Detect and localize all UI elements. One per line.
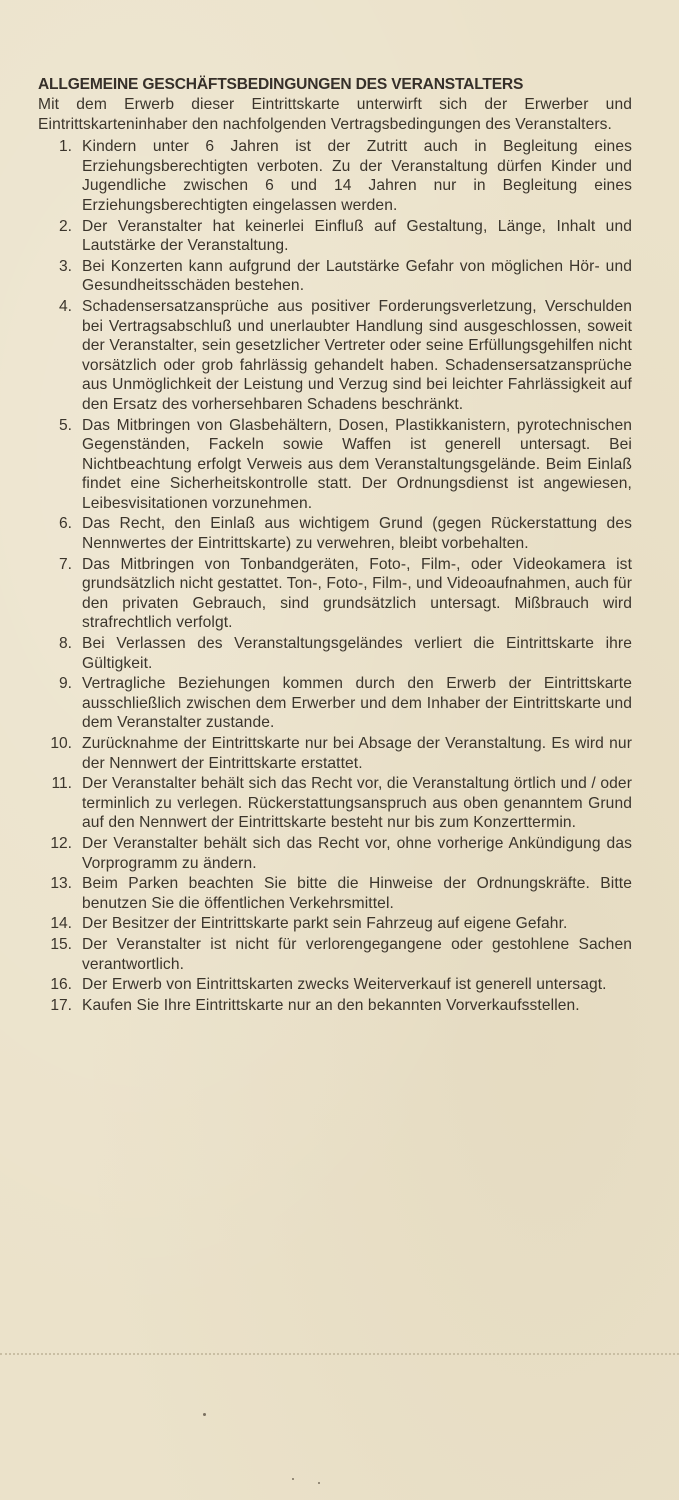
term-text: Das Recht, den Einlaß aus wichtigem Grund (gegen Rückerstattung des Nennwertes der Eintrittskarte) zu verwehren, bleibt vorbehalten. <box>82 515 632 553</box>
terms-list <box>38 137 632 1015</box>
paper-speck <box>292 1478 294 1480</box>
term-item <box>38 674 632 733</box>
term-number: 3. <box>58 257 72 275</box>
term-text: Der Veranstalter hat keinerlei Einfluß auf Gestaltung, Länge, Inhalt und Lautstärke der Veranstaltung. <box>82 217 632 255</box>
perforation-line <box>0 1353 679 1355</box>
term-item <box>38 874 632 913</box>
term-item <box>38 514 632 553</box>
term-item <box>38 774 632 833</box>
term-text: Der Erwerb von Eintrittskarten zwecks Weiterverkauf ist generell untersagt. <box>82 976 607 994</box>
term-text: Beim Parken beachten Sie bitte die Hinweise der Ordnungskräfte. Bitte benutzen Sie die öffentlichen Verkehrsmittel. <box>82 875 632 912</box>
paper-speck <box>203 1413 206 1416</box>
term-item <box>38 297 632 415</box>
term-number: 6. <box>58 515 72 533</box>
term-number: 12. <box>50 834 72 852</box>
term-number: 13. <box>50 875 72 893</box>
term-item <box>38 734 632 773</box>
term-number: 9. <box>58 675 72 693</box>
term-text: Das Mitbringen von Glasbehältern, Dosen, Plastikkanistern, pyrotechnischen Gegenständen, Fackeln sowie Waffen ist generell untersagt. Bei Nichtbeachtung erfolgt Verweis aus dem Veranstaltungsgelände. Beim Einlaß findet eine Sicherheitskontrolle statt. Der Ordnungsdienst ist angewiesen, Leibesvisitationen vorzunehmen. <box>82 416 632 512</box>
term-text: Das Mitbringen von Tonbandgeräten, Foto-, Film-, oder Videokamera ist grundsätzlich nicht gestattet. Ton-, Foto-, Film-, und Videoaufnahmen, auch für den privaten Gebrauch, sind grundsätzlich untersagt. Mißbrauch wird strafrechtlich verfolgt. <box>82 555 632 632</box>
term-item <box>38 996 632 1016</box>
term-item <box>38 217 632 256</box>
term-item <box>38 634 632 673</box>
term-text: Bei Konzerten kann aufgrund der Lautstärke Gefahr von möglichen Hör- und Gesundheitsschäden bestehen. <box>82 257 632 295</box>
term-text: Der Besitzer der Eintrittskarte parkt sein Fahrzeug auf eigene Gefahr. <box>82 915 568 933</box>
paper-speck <box>318 1482 320 1484</box>
term-text: Der Veranstalter behält sich das Recht vor, die Veranstaltung örtlich und / oder terminlich zu verlegen. Rückerstattungsanspruch aus oben genanntem Grund auf den Nennwert der Eintrittskarte besteht nur bis zum Konzerttermin. <box>82 775 632 832</box>
term-number: 16. <box>50 976 72 994</box>
term-number: 7. <box>58 555 72 573</box>
term-item <box>38 914 632 934</box>
term-item <box>38 975 632 995</box>
term-text: Bei Verlassen des Veranstaltungsgeländes verliert die Eintrittskarte ihre Gültigkeit. <box>82 635 632 672</box>
term-text: Schadensersatzansprüche aus positiver Forderungsverletzung, Verschulden bei Vertragsabschluß und unerlaubter Handlung sind ausgeschlossen, soweit der Veranstalter, sein gesetzlicher Vertreter oder seine Erfüllungsgehilfen nicht vorsätzlich oder grob fahrlässig gehandelt haben. Schadensersatzansprüche aus Unmöglichkeit der Leistung und Verzug sind bei leichter Fahrlässigkeit auf den Ersatz des vorhersehbaren Schadens beschränkt. <box>82 297 632 413</box>
term-text: Vertragliche Beziehungen kommen durch den Erwerb der Eintrittskarte ausschließlich zwischen dem Erwerber und dem Inhaber der Eintrittskarte und dem Veranstalter zustande. <box>82 675 632 732</box>
terms-document <box>38 75 632 1016</box>
term-number: 17. <box>50 996 72 1014</box>
term-number: 8. <box>58 635 72 653</box>
term-text: Kaufen Sie Ihre Eintrittskarte nur an den bekannten Vorverkaufsstellen. <box>82 996 580 1014</box>
term-number: 5. <box>58 416 72 434</box>
term-item <box>38 555 632 633</box>
term-text: Der Veranstalter ist nicht für verlorengegangene oder gestohlene Sachen verantwortlich. <box>82 935 632 973</box>
terms-heading: ALLGEMEINE GESCHÄFTSBEDINGUNGEN DES VERANSTALTERS <box>38 76 524 93</box>
term-number: 1. <box>58 138 72 156</box>
terms-intro: Mit dem Erwerb dieser Eintrittskarte unterwirft sich der Erwerber und Eintrittskarteninhaber den nachfolgenden Vertragsbedingungen des Veranstalters. <box>38 96 632 133</box>
term-number: 4. <box>58 297 72 315</box>
term-item <box>38 137 632 215</box>
term-text: Zurücknahme der Eintrittskarte nur bei Absage der Veranstaltung. Es wird nur der Nennwert der Eintrittskarte erstattet. <box>82 735 632 772</box>
term-number: 10. <box>50 735 72 752</box>
term-item <box>38 416 632 514</box>
term-item <box>38 935 632 974</box>
term-number: 14. <box>50 915 72 933</box>
term-text: Der Veranstalter behält sich das Recht vor, ohne vorherige Ankündigung das Vorprogramm zu ändern. <box>82 834 632 872</box>
term-text: Kindern unter 6 Jahren ist der Zutritt auch in Begleitung eines Erziehungsberechtigten verboten. Zu der Veranstaltung dürfen Kinder und Jugendliche zwischen 6 und 14 Jahren nur in Begleitung eines Erziehungsberechtigten eingelassen werden. <box>82 138 632 214</box>
term-item <box>38 834 632 873</box>
term-number: 11. <box>51 775 72 793</box>
term-item <box>38 257 632 296</box>
term-number: 2. <box>58 217 72 235</box>
term-number: 15. <box>50 935 72 953</box>
